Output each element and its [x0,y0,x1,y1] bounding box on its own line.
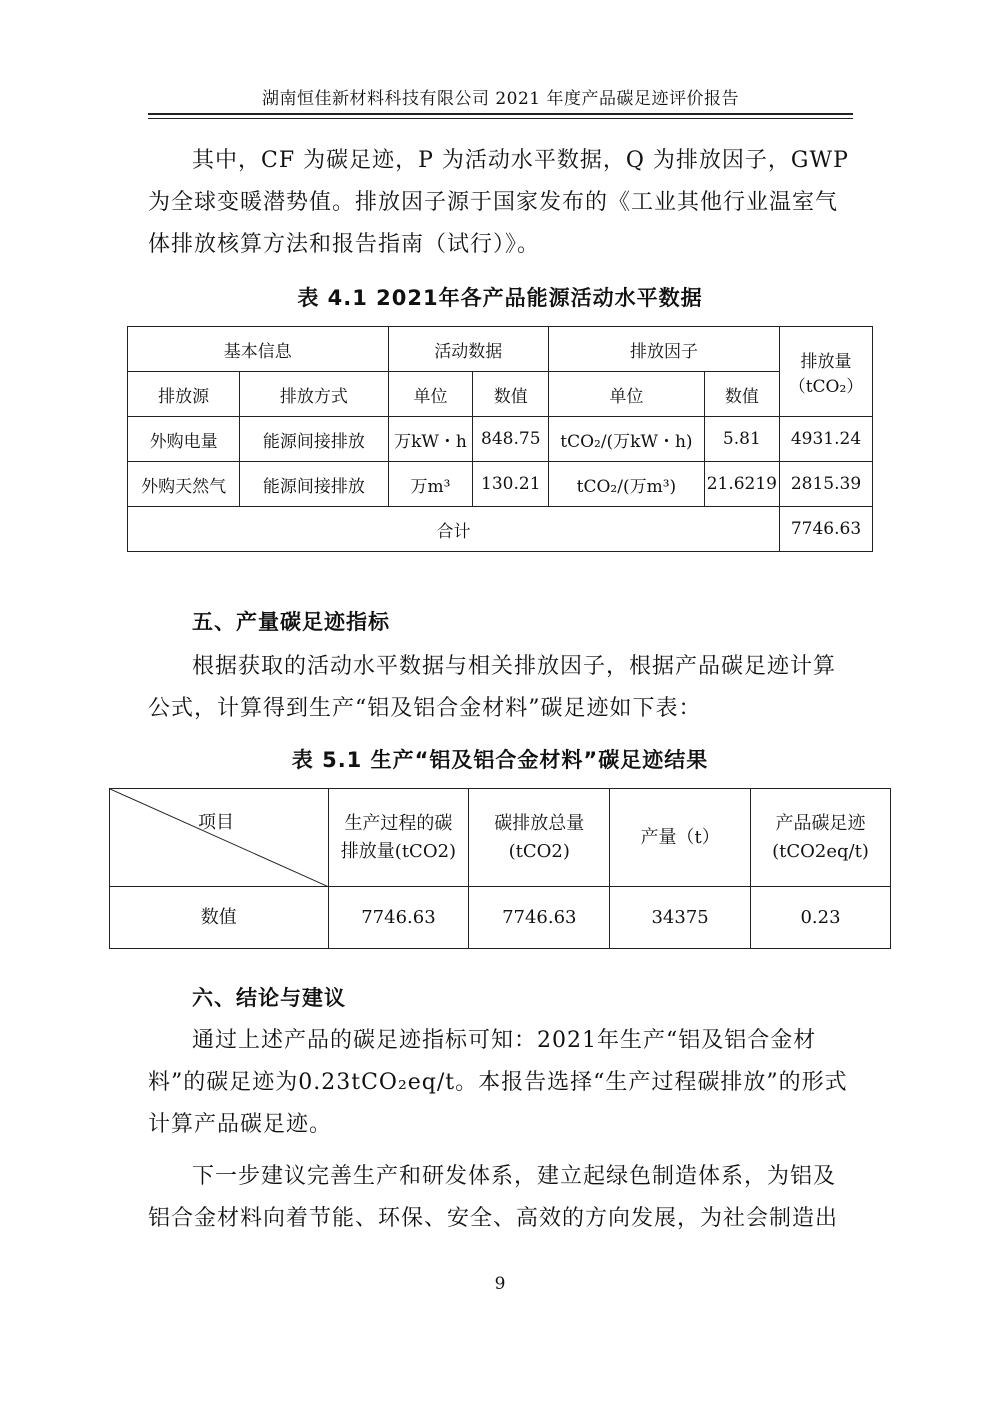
header-rule-thick [148,113,853,115]
group-header-emissions: 排放量（tCO₂） [780,327,873,417]
subheader-unit: 单位 [388,372,473,417]
page-number: 9 [494,1274,506,1294]
total-value: 7746.63 [780,507,873,552]
cell: tCO₂/(万m³) [549,462,705,507]
header-total-emissions: 碳排放总量(tCO2) [469,789,610,887]
cell: tCO₂/(万kW・h) [549,417,705,462]
table-subheader-row [128,372,873,417]
table41-caption: 表 4.1 2021年各产品能源活动水平数据 [297,286,703,310]
cell: 万kW・h [388,417,473,462]
intro-paragraph: 其中，CF 为碳足迹，P 为活动水平数据，Q 为排放因子，GWP 为全球变暖潜势值。排放因子源于国家发布的《工业其他行业温室气体排放核算方法和报告指南（试行）》。 [148,148,849,257]
cell: 34375 [610,887,751,949]
page-header: 湖南恒佳新材料科技有限公司 2021 年度产品碳足迹评价报告 [261,89,740,109]
section6-paragraph2: 下一步建议完善生产和研发体系，建立起绿色制造体系，为铝及铝合金材料向着节能、环保、安全、高效的方向发展，为社会制造出 [148,1164,839,1231]
subheader-source: 排放源 [128,372,240,417]
table-total-row [128,507,873,552]
section6-heading: 六、结论与建议 [192,986,346,1010]
cell: 4931.24 [780,417,873,462]
header-process-emissions: 生产过程的碳排放量(tCO2) [328,789,469,887]
cell: 7746.63 [469,887,610,949]
section6-paragraph1: 通过上述产品的碳足迹指标可知：2021年生产“铝及铝合金材料”的碳足迹为0.23tCO₂eq/t。本报告选择“生产过程碳排放”的形式计算产品碳足迹。 [148,1028,848,1137]
header-output: 产量（t） [610,789,751,887]
cell: 5.81 [704,417,779,462]
energy-activity-table [127,326,873,552]
cell: 21.6219 [704,462,779,507]
cell: 7746.63 [328,887,469,949]
cell: 外购天然气 [128,462,240,507]
cell: 能源间接排放 [240,417,388,462]
group-header-basic-info: 基本信息 [128,327,389,372]
corner-header-cell [110,789,329,887]
cell: 能源间接排放 [240,462,388,507]
cell: 130.21 [473,462,549,507]
cell: 0.23 [751,887,891,949]
carbon-footprint-table [109,788,891,949]
table-row [128,417,873,462]
diagonal-line [110,789,329,887]
row-label: 数值 [110,887,329,949]
cell: 万m³ [388,462,473,507]
subheader-factor-unit: 单位 [549,372,705,417]
total-label: 合计 [128,507,780,552]
corner-label: 项目 [198,812,234,833]
section5-heading: 五、产量碳足迹指标 [192,610,390,634]
table-row [128,462,873,507]
subheader-factor-value: 数值 [704,372,779,417]
table-row [110,887,891,949]
section5-paragraph: 根据获取的活动水平数据与相关排放因子，根据产品碳足迹计算公式，计算得到生产“铝及铝合金材料”碳足迹如下表： [148,654,837,721]
table-header-row [110,789,891,887]
subheader-method: 排放方式 [240,372,388,417]
cell: 848.75 [473,417,549,462]
table51-caption: 表 5.1 生产“铝及铝合金材料”碳足迹结果 [291,748,709,772]
table-header-row [128,327,873,372]
cell: 外购电量 [128,417,240,462]
header-footprint: 产品碳足迹(tCO2eq/t) [751,789,891,887]
cell: 2815.39 [780,462,873,507]
group-header-activity-data: 活动数据 [388,327,549,372]
header-rule-thin [148,118,853,119]
group-header-emission-factor: 排放因子 [549,327,780,372]
subheader-value: 数值 [473,372,549,417]
